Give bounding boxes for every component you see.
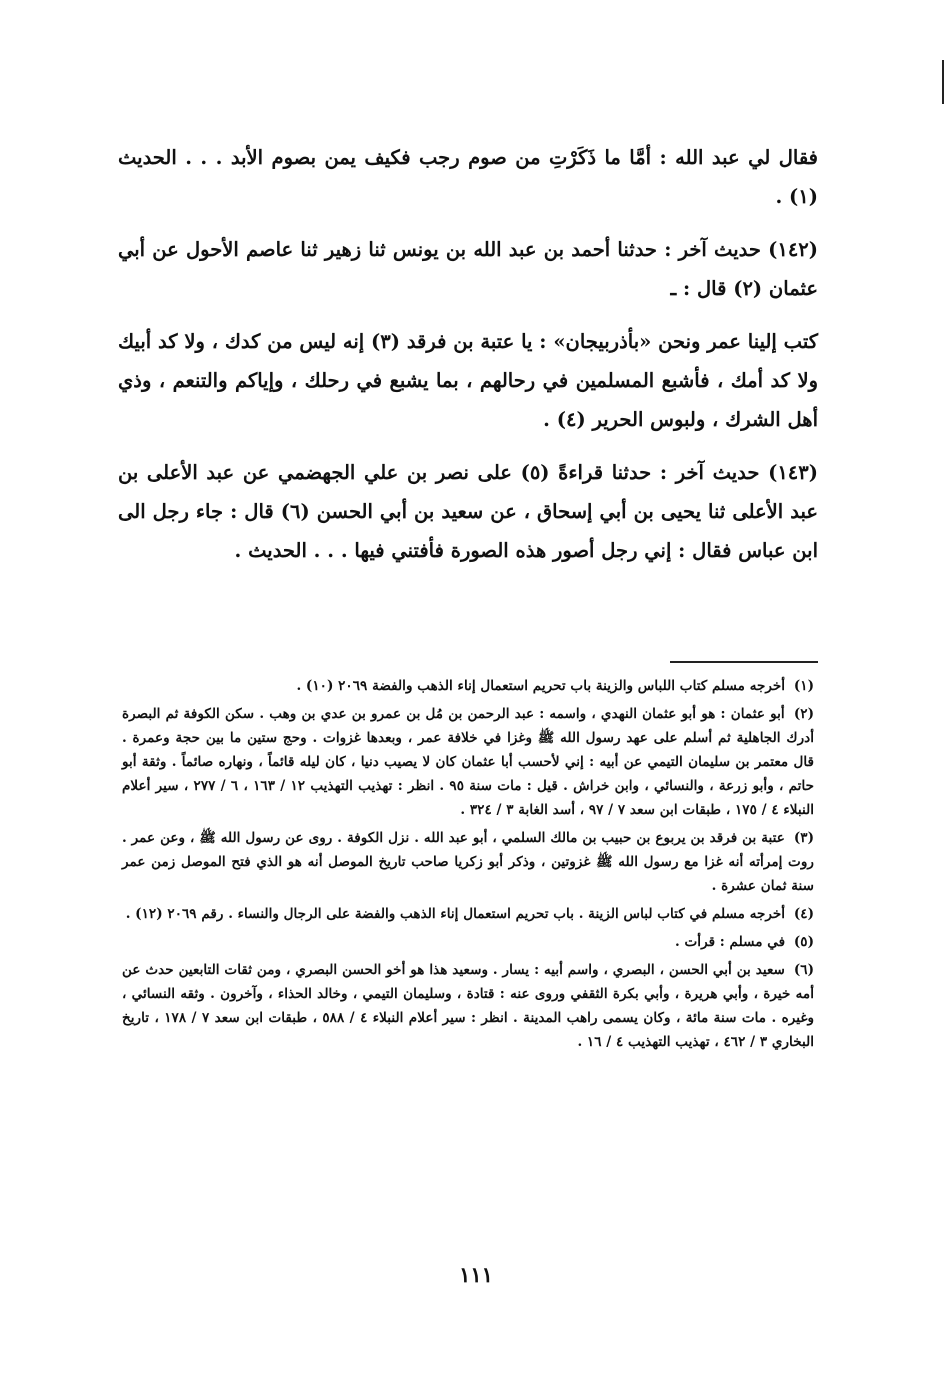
footnote-4 — [122, 902, 814, 926]
footnote-text: عتبة بن فرقد بن يربوع بن حبيب بن مالك السلمي ، أبو عبد الله . نزل الكوفة . روى عن رسول الله ﷺ ، وعن عمر . روت إمرأته أنه غزا مع رسول الله ﷺ غزوتين ، وذكر أبو زكريا صاحب تاريخ الموصل أنه هو الذي فتح الموصل زمن عمر سنة ثمان عشرة . — [122, 830, 814, 894]
page-edge-mark — [942, 60, 944, 104]
hadith-heading: (١٤٢) حديث آخر : — [664, 238, 819, 261]
footnote-text: في مسلم : قرأت . — [675, 934, 786, 950]
footnote-number: (٥) — [793, 934, 814, 950]
hadith-heading: (١٤٣) حديث آخر : — [659, 461, 818, 484]
footnote-separator — [670, 661, 818, 663]
footnote-text: أخرجه مسلم في كتاب لباس الزينة . باب تحريم استعمال إناء الذهب والفضة على الرجال والنساء . رقم ٢٠٦٩ (١٢) . — [125, 906, 786, 922]
paragraph-text: حدثنا أحمد بن عبد الله بن يونس ثنا زهير ثنا عاصم الأحول عن أبي عثمان (٢) قال : ـ — [118, 238, 818, 300]
footnote-3 — [122, 826, 814, 898]
footnote-1 — [122, 674, 814, 698]
main-text — [118, 138, 818, 584]
footnote-number: (٣) — [793, 830, 815, 846]
footnote-number: (١) — [793, 678, 814, 694]
footnote-number: (٤) — [793, 906, 814, 922]
footnote-number: (٢) — [793, 706, 815, 722]
footnote-text: أبو عثمان : هو أبو عثمان النهدي ، واسمه : عبد الرحمن بن مُل بن عمرو بن عدي بن وهب . سكن الكوفة ثم البصرة أدرك الجاهلية ثم أسلم على عهد رسول الله ﷺ وغزا في خلافة عمر ، وبعدها غزوات . وحج ستين ما بين حجة وعمرة . قال معتمر بن سليمان التيمي عن أبيه : إني لأحسب أبا عثمان كان لا يصيب دنيا ، كان ليله قائماً ، ونهاره صائماً . وثقة أبو حاتم ، وأبو زرعة ، والنسائي ، وابن خراش . قيل : مات سنة ٩٥ . انظر : تهذيب التهذيب ١٢ / ١٦٣ ، ٦ / ٢٧٧ ، سير أعلام النبلاء ٤ / ١٧٥ ، طبقات ابن سعد ٧ / ٩٧ ، أسد الغابة ٣ / ٣٢٤ . — [122, 706, 815, 818]
footnote-number: (٦) — [793, 962, 814, 978]
footnote-2 — [122, 702, 814, 822]
paragraph-text: كتب إلينا عمر ونحن «بأذربيجان» : يا عتبة بن فرقد (٣) إنه ليس من كدك ، ولا كد أبيك ولا كد أمك ، فأشبع المسلمين في رحالهم ، بما يشبع في رحلك ، وإياكم والتنعم ، وذي أهل الشرك ، ولبوس الحرير (٤) . — [118, 330, 818, 431]
footnote-6 — [122, 958, 814, 1054]
paragraph-hadith-continuation — [118, 138, 818, 216]
footnote-text: سعيد بن أبي الحسن ، البصري ، واسم أبيه : يسار . وسعيد هذا هو أخو الحسن البصري ، ومن ثقات التابعين حدث عن أمه خيرة ، وأبي هريرة ، وأبي بكرة الثقفي وروى عنه : قتادة ، وسليمان التيمي ، وخالد الحذاء ، وآخرون . وثقه النسائي ، وغيره . مات سنة مائة ، وكان يسمى راهب المدينة . انظر : سير أعلام النبلاء ٤ / ٥٨٨ ، طبقات ابن سعد ٧ / ١٧٨ ، تاريخ البخاري ٣ / ٤٦٢ ، تهذيب التهذيب ٤ / ١٦ . — [122, 962, 815, 1050]
page-number: ١١١ — [459, 1262, 493, 1287]
footnotes — [122, 674, 814, 1058]
footnote-5 — [122, 930, 814, 954]
paragraph-text: حدثنا قراءةً (٥) على نصر بن علي الجهضمي عن عبد الأعلى بن عبد الأعلى ثنا يحيى بن أبي إسحاق ، عن سعيد بن أبي الحسن (٦) قال : جاء رجل الى ابن عباس فقال : إني رجل أصور هذه الصورة فأفتني فيها . . . الحديث . — [118, 461, 818, 562]
paragraph-letter-of-umar — [118, 322, 818, 439]
footnote-text: أخرجه مسلم كتاب اللباس والزينة باب تحريم استعمال إناء الذهب والفضة ٢٠٦٩ (١٠) . — [296, 678, 786, 694]
paragraph-hadith-142 — [118, 230, 818, 308]
paragraph-hadith-143 — [118, 453, 818, 570]
paragraph-text: فقال لي عبد الله : أمَّا ما ذَكَرْتِ من صوم رجب فكيف يمن بصوم الأبد . . . الحديث (١) . — [118, 146, 818, 208]
